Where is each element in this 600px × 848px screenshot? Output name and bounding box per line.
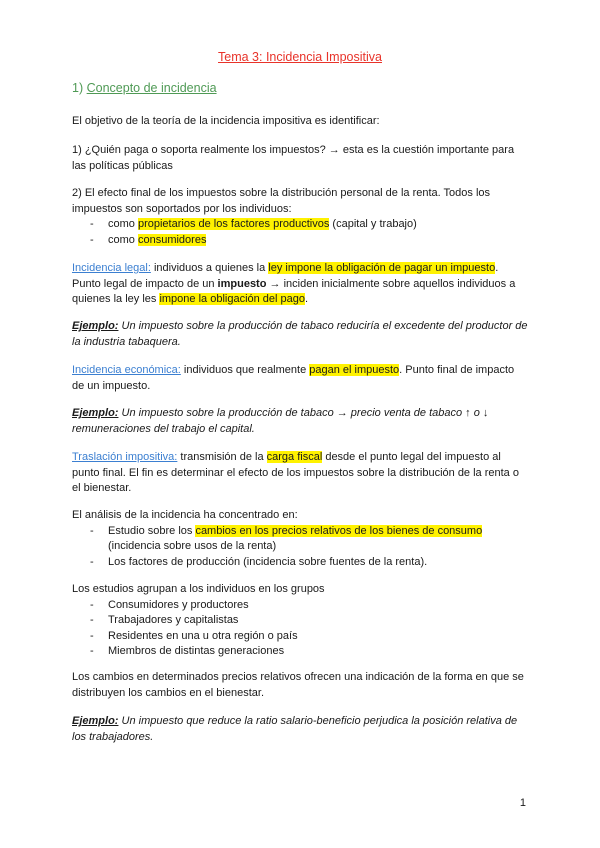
section-label: Concepto de incidencia <box>86 81 217 95</box>
list-item: - como propietarios de los factores productivos (capital y trabajo) <box>90 218 417 230</box>
analisis-paragraph: El análisis de la incidencia ha concentrado en: - Estudio sobre los cambios en los precios relativos de los bienes de consumo (incidencia sobre usos de la renta) - Los factores de producción (incidencia sobre fuentes de la renta). <box>72 508 528 570</box>
highlight: propietarios de los factores productivos <box>137 218 330 230</box>
term-incidencia-legal: Incidencia legal: <box>72 262 151 274</box>
incidencia-economica-paragraph: Incidencia económica: individuos que realmente pagan el impuesto. Punto final de impacto de un impuesto. <box>72 364 515 392</box>
section-number: 1) <box>72 81 84 95</box>
highlight: consumidores <box>137 233 207 246</box>
term-incidencia-economica: Incidencia económica: <box>72 364 181 376</box>
list-item: - Trabajadores y capitalistas <box>90 614 239 626</box>
example-label: Ejemplo: <box>72 320 119 332</box>
highlight: pagan el impuesto <box>309 364 400 376</box>
highlight: impone la obligación del pago <box>159 293 306 305</box>
grupos-paragraph: Los estudios agrupan a los individuos en los grupos - Consumidores y productores - Trabajadores y capitalistas - Residentes en una u otra región o país - Miembros de distintas generaciones <box>72 582 528 660</box>
section-heading <box>72 81 217 95</box>
example-3-paragraph: Ejemplo: Un impuesto que reduce la ratio salario-beneficio perjudica la posición relativa de los trabajadores. <box>72 715 518 743</box>
list-item: - Consumidores y productores <box>90 598 249 611</box>
incidencia-legal-paragraph: Incidencia legal: individuos a quienes la ley impone la obligación de pagar un impuesto. Punto legal de impacto de un impuesto → inciden inicialmente sobre aquellos individuos a quienes la ley les impone la obligación del pago. <box>72 262 516 305</box>
question-1-paragraph: 1) ¿Quién paga o soporta realmente los impuestos? → esta es la cuestión importante para las políticas públicas <box>72 144 515 172</box>
example-1-paragraph: Ejemplo: Un impuesto sobre la producción de tabaco reduciría el excedente del productor de la industria tabaquera. <box>72 320 528 348</box>
highlight: carga fiscal <box>266 451 323 463</box>
page-number: 1 <box>519 797 526 809</box>
list-item: - como consumidores <box>90 233 207 246</box>
traslacion-paragraph: Traslación impositiva: transmisión de la carga fiscal desde el punto legal del impuesto al punto final. El fin es determinar el efecto de los impuestos sobre la distribución de la renta o el bienestar. <box>72 451 519 494</box>
cambios-paragraph: Los cambios en determinados precios relativos ofrecen una indicación de la forma en que se distribuyen los cambios en el bienestar. <box>72 671 524 699</box>
example-2-paragraph: Ejemplo: Un impuesto sobre la producción de tabaco → precio venta de tabaco ↑ o ↓ remuneraciones del trabajo el capital. <box>72 407 489 435</box>
list-item: - Estudio sobre los cambios en los precios relativos de los bienes de consumo (incidencia sobre usos de la renta) <box>90 524 483 552</box>
list-item: - Residentes en una u otra región o país <box>90 629 298 642</box>
list-item: - Miembros de distintas generaciones <box>90 645 285 657</box>
question-2-paragraph: 2) El efecto final de los impuestos sobre la distribución personal de la renta. Todos los impuestos son soportados por los individuos: - como propietarios de los factores productivos (capital y trabajo) - como consumidores <box>72 186 528 248</box>
list-item: - Los factores de producción (incidencia sobre fuentes de la renta). <box>90 555 428 568</box>
document-title: Tema 3: Incidencia Impositiva <box>218 50 382 64</box>
intro-paragraph: El objetivo de la teoría de la incidencia impositiva es identificar: <box>72 115 380 127</box>
term-traslacion-impositiva: Traslación impositiva: <box>72 451 178 463</box>
highlight: cambios en los precios relativos de los bienes de consumo <box>195 524 483 537</box>
example-label: Ejemplo: <box>72 407 119 419</box>
highlight: ley impone la obligación de pagar un impuesto <box>268 262 496 274</box>
example-label: Ejemplo: <box>72 715 119 727</box>
